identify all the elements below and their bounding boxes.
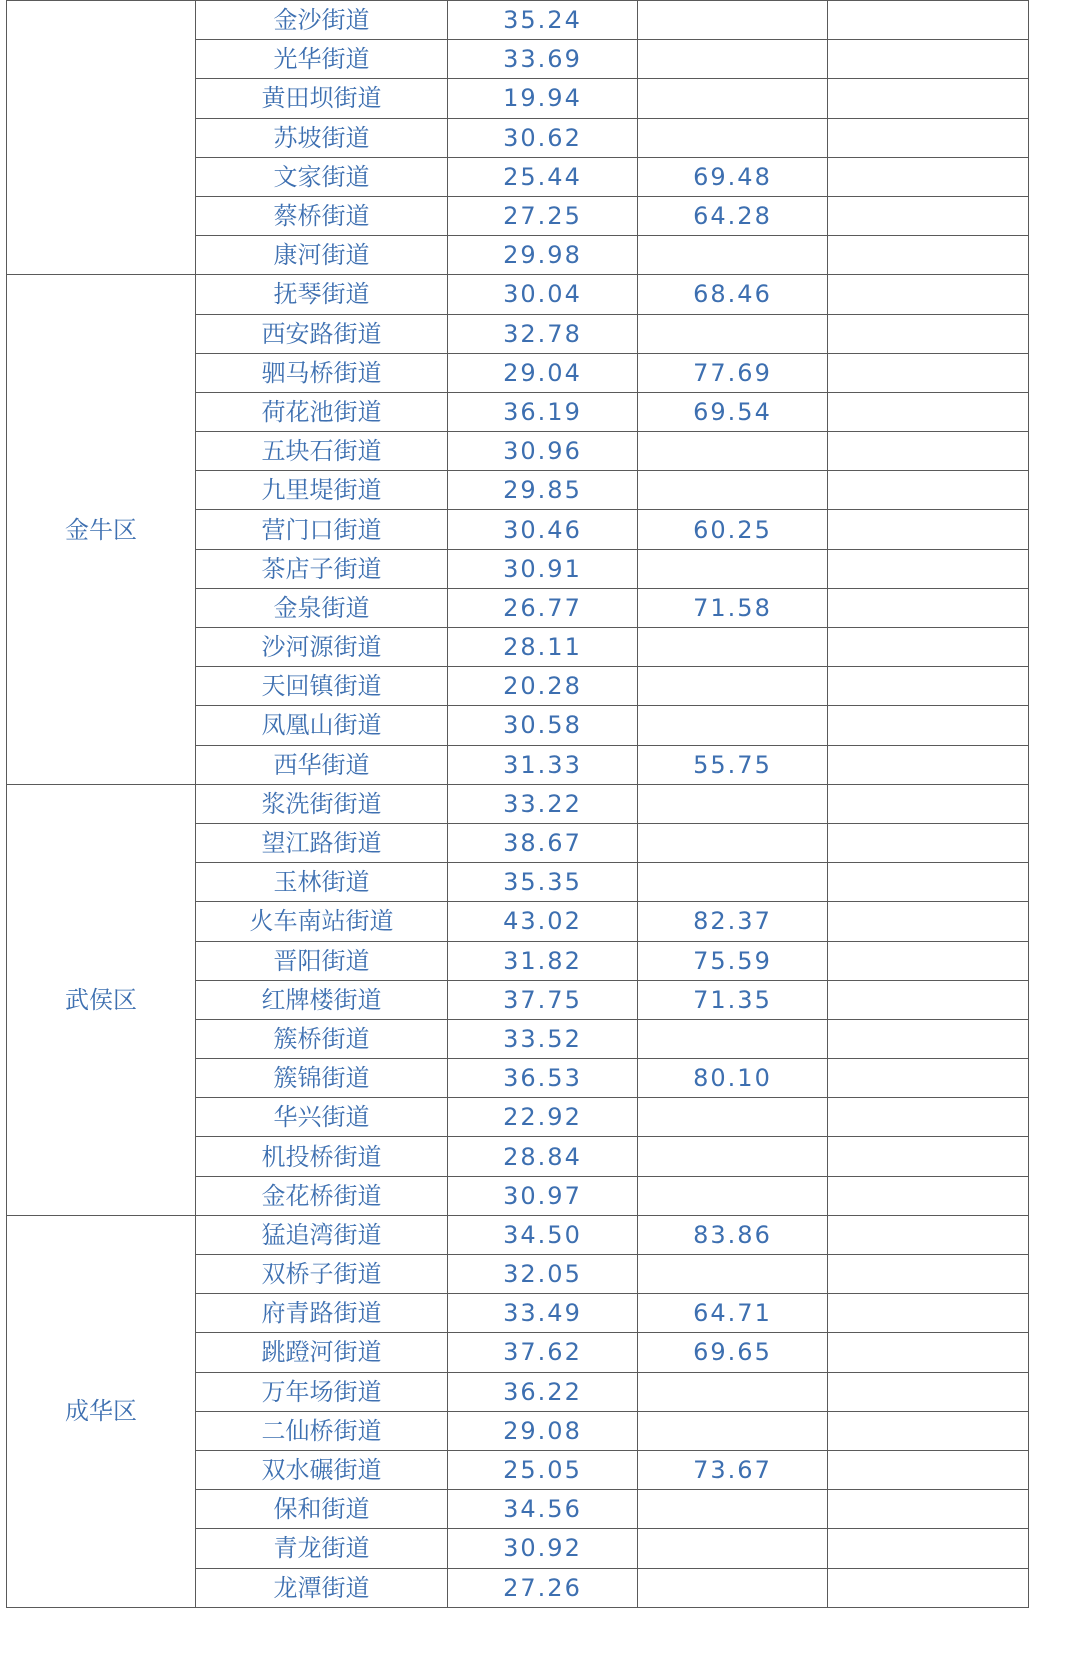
value-2-cell	[638, 1490, 828, 1529]
empty-cell	[828, 1137, 1029, 1176]
empty-cell	[828, 118, 1029, 157]
value-2-cell: 64.71	[638, 1294, 828, 1333]
value-2-cell	[638, 1411, 828, 1450]
value-1-cell: 30.58	[448, 706, 638, 745]
street-name-cell: 府青路街道	[196, 1294, 448, 1333]
value-1-cell: 30.04	[448, 275, 638, 314]
value-1-cell: 31.82	[448, 941, 638, 980]
street-name-cell: 青龙街道	[196, 1529, 448, 1568]
value-1-cell: 29.04	[448, 353, 638, 392]
value-1-cell: 30.92	[448, 1529, 638, 1568]
street-name-cell: 荷花池街道	[196, 392, 448, 431]
street-name-cell: 五块石街道	[196, 432, 448, 471]
empty-cell	[828, 1529, 1029, 1568]
value-2-cell: 71.35	[638, 980, 828, 1019]
value-2-cell	[638, 1529, 828, 1568]
value-1-cell: 28.84	[448, 1137, 638, 1176]
value-1-cell: 30.62	[448, 118, 638, 157]
value-1-cell: 33.52	[448, 1019, 638, 1058]
value-1-cell: 43.02	[448, 902, 638, 941]
value-2-cell: 75.59	[638, 941, 828, 980]
street-name-cell: 茶店子街道	[196, 549, 448, 588]
value-2-cell	[638, 236, 828, 275]
value-1-cell: 35.24	[448, 1, 638, 40]
street-name-cell: 跳蹬河街道	[196, 1333, 448, 1372]
value-2-cell	[638, 314, 828, 353]
street-name-cell: 簇锦街道	[196, 1059, 448, 1098]
street-name-cell: 二仙桥街道	[196, 1411, 448, 1450]
value-1-cell: 22.92	[448, 1098, 638, 1137]
empty-cell	[828, 1019, 1029, 1058]
empty-cell	[828, 1372, 1029, 1411]
value-1-cell: 34.50	[448, 1215, 638, 1254]
value-2-cell	[638, 1255, 828, 1294]
empty-cell	[828, 236, 1029, 275]
value-1-cell: 30.91	[448, 549, 638, 588]
street-name-cell: 黄田坝街道	[196, 79, 448, 118]
value-1-cell: 33.49	[448, 1294, 638, 1333]
value-2-cell	[638, 79, 828, 118]
value-1-cell: 36.19	[448, 392, 638, 431]
street-name-cell: 龙潭街道	[196, 1568, 448, 1607]
empty-cell	[828, 784, 1029, 823]
empty-cell	[828, 549, 1029, 588]
street-name-cell: 天回镇街道	[196, 667, 448, 706]
value-1-cell: 27.25	[448, 196, 638, 235]
street-name-cell: 双桥子街道	[196, 1255, 448, 1294]
value-2-cell: 64.28	[638, 196, 828, 235]
street-name-cell: 苏坡街道	[196, 118, 448, 157]
street-name-cell: 沙河源街道	[196, 628, 448, 667]
value-2-cell	[638, 1137, 828, 1176]
value-1-cell: 34.56	[448, 1490, 638, 1529]
empty-cell	[828, 196, 1029, 235]
value-2-cell	[638, 1, 828, 40]
street-name-cell: 西华街道	[196, 745, 448, 784]
value-2-cell: 82.37	[638, 902, 828, 941]
value-2-cell: 68.46	[638, 275, 828, 314]
street-name-cell: 凤凰山街道	[196, 706, 448, 745]
empty-cell	[828, 314, 1029, 353]
value-1-cell: 26.77	[448, 588, 638, 627]
street-name-cell: 红牌楼街道	[196, 980, 448, 1019]
value-2-cell	[638, 432, 828, 471]
table-row	[7, 1, 1029, 40]
value-2-cell: 69.48	[638, 157, 828, 196]
empty-cell	[828, 1411, 1029, 1450]
street-name-cell: 驷马桥街道	[196, 353, 448, 392]
value-1-cell: 29.85	[448, 471, 638, 510]
value-1-cell: 32.05	[448, 1255, 638, 1294]
street-name-cell: 机投桥街道	[196, 1137, 448, 1176]
value-1-cell: 29.98	[448, 236, 638, 275]
district-cell: 金牛区	[7, 275, 196, 784]
value-2-cell	[638, 863, 828, 902]
empty-cell	[828, 588, 1029, 627]
value-1-cell: 35.35	[448, 863, 638, 902]
value-2-cell	[638, 628, 828, 667]
value-1-cell: 29.08	[448, 1411, 638, 1450]
table-row	[7, 275, 1029, 314]
empty-cell	[828, 275, 1029, 314]
value-1-cell: 30.46	[448, 510, 638, 549]
value-2-cell: 69.54	[638, 392, 828, 431]
district-cell: 武侯区	[7, 784, 196, 1215]
street-name-cell: 蔡桥街道	[196, 196, 448, 235]
value-2-cell	[638, 471, 828, 510]
empty-cell	[828, 1568, 1029, 1607]
value-1-cell: 31.33	[448, 745, 638, 784]
empty-cell	[828, 823, 1029, 862]
value-2-cell	[638, 549, 828, 588]
empty-cell	[828, 980, 1029, 1019]
empty-cell	[828, 863, 1029, 902]
empty-cell	[828, 157, 1029, 196]
district-cell: 成华区	[7, 1215, 196, 1607]
value-1-cell: 37.75	[448, 980, 638, 1019]
value-2-cell: 71.58	[638, 588, 828, 627]
value-1-cell: 20.28	[448, 667, 638, 706]
empty-cell	[828, 1098, 1029, 1137]
value-2-cell: 69.65	[638, 1333, 828, 1372]
value-1-cell: 19.94	[448, 79, 638, 118]
value-1-cell: 36.53	[448, 1059, 638, 1098]
table-body	[7, 1, 1029, 1608]
empty-cell	[828, 1294, 1029, 1333]
street-name-cell: 簇桥街道	[196, 1019, 448, 1058]
empty-cell	[828, 40, 1029, 79]
value-1-cell: 33.22	[448, 784, 638, 823]
street-name-cell: 金沙街道	[196, 1, 448, 40]
street-name-cell: 康河街道	[196, 236, 448, 275]
value-2-cell: 80.10	[638, 1059, 828, 1098]
street-name-cell: 营门口街道	[196, 510, 448, 549]
value-2-cell	[638, 706, 828, 745]
empty-cell	[828, 941, 1029, 980]
value-2-cell: 55.75	[638, 745, 828, 784]
street-name-cell: 保和街道	[196, 1490, 448, 1529]
value-2-cell	[638, 1019, 828, 1058]
street-name-cell: 玉林街道	[196, 863, 448, 902]
value-1-cell: 36.22	[448, 1372, 638, 1411]
value-1-cell: 28.11	[448, 628, 638, 667]
empty-cell	[828, 667, 1029, 706]
value-2-cell	[638, 1176, 828, 1215]
empty-cell	[828, 1176, 1029, 1215]
street-name-cell: 火车南站街道	[196, 902, 448, 941]
value-1-cell: 25.05	[448, 1450, 638, 1489]
district-cell	[7, 1, 196, 275]
empty-cell	[828, 1, 1029, 40]
street-name-cell: 浆洗街街道	[196, 784, 448, 823]
value-2-cell	[638, 823, 828, 862]
empty-cell	[828, 745, 1029, 784]
empty-cell	[828, 79, 1029, 118]
street-name-cell: 金泉街道	[196, 588, 448, 627]
empty-cell	[828, 1333, 1029, 1372]
value-2-cell: 60.25	[638, 510, 828, 549]
street-data-table	[6, 0, 1029, 1608]
value-2-cell	[638, 667, 828, 706]
street-name-cell: 猛追湾街道	[196, 1215, 448, 1254]
table-row	[7, 1215, 1029, 1254]
value-2-cell	[638, 1568, 828, 1607]
empty-cell	[828, 471, 1029, 510]
value-1-cell: 25.44	[448, 157, 638, 196]
value-2-cell	[638, 40, 828, 79]
street-name-cell: 抚琴街道	[196, 275, 448, 314]
value-2-cell	[638, 1372, 828, 1411]
street-name-cell: 光华街道	[196, 40, 448, 79]
street-name-cell: 金花桥街道	[196, 1176, 448, 1215]
street-name-cell: 西安路街道	[196, 314, 448, 353]
empty-cell	[828, 706, 1029, 745]
value-1-cell: 32.78	[448, 314, 638, 353]
empty-cell	[828, 1255, 1029, 1294]
value-1-cell: 30.96	[448, 432, 638, 471]
value-2-cell: 73.67	[638, 1450, 828, 1489]
value-2-cell	[638, 784, 828, 823]
empty-cell	[828, 510, 1029, 549]
street-name-cell: 双水碾街道	[196, 1450, 448, 1489]
value-2-cell	[638, 118, 828, 157]
street-name-cell: 文家街道	[196, 157, 448, 196]
street-name-cell: 华兴街道	[196, 1098, 448, 1137]
street-name-cell: 晋阳街道	[196, 941, 448, 980]
table-row	[7, 784, 1029, 823]
empty-cell	[828, 353, 1029, 392]
street-name-cell: 万年场街道	[196, 1372, 448, 1411]
value-1-cell: 33.69	[448, 40, 638, 79]
empty-cell	[828, 902, 1029, 941]
value-2-cell: 83.86	[638, 1215, 828, 1254]
empty-cell	[828, 1490, 1029, 1529]
value-1-cell: 30.97	[448, 1176, 638, 1215]
value-1-cell: 38.67	[448, 823, 638, 862]
value-1-cell: 27.26	[448, 1568, 638, 1607]
value-2-cell	[638, 1098, 828, 1137]
street-name-cell: 九里堤街道	[196, 471, 448, 510]
empty-cell	[828, 628, 1029, 667]
value-1-cell: 37.62	[448, 1333, 638, 1372]
empty-cell	[828, 432, 1029, 471]
empty-cell	[828, 392, 1029, 431]
street-name-cell: 望江路街道	[196, 823, 448, 862]
value-2-cell: 77.69	[638, 353, 828, 392]
empty-cell	[828, 1450, 1029, 1489]
empty-cell	[828, 1215, 1029, 1254]
empty-cell	[828, 1059, 1029, 1098]
data-table-container	[6, 0, 1028, 1608]
